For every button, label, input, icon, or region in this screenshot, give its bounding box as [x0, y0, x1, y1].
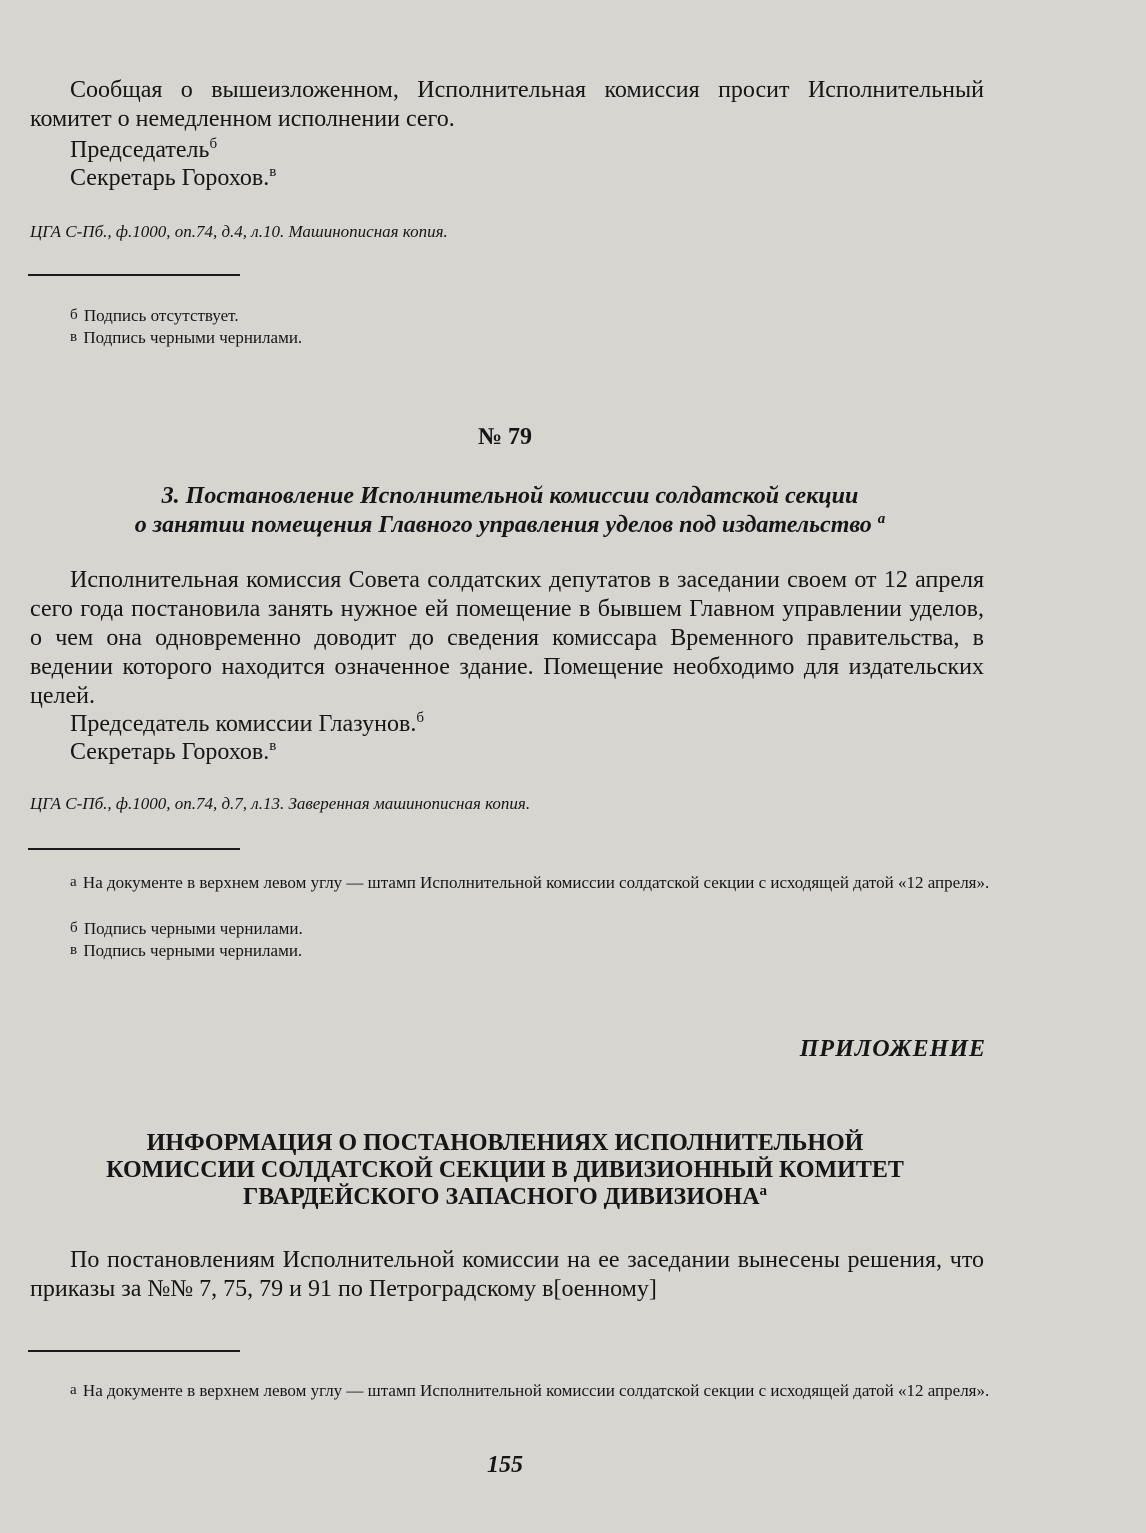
footnote: в Подпись черными чернилами. [70, 328, 303, 347]
appendix-label: ПРИЛОЖЕНИЕ [799, 1036, 986, 1062]
footnote-ref: б [416, 710, 424, 726]
footnote: б Подпись отсутствует. [70, 306, 239, 325]
archive-source: ЦГА С-Пб., ф.1000, оп.74, д.7, л.13. Заверенная машинописная копия. [30, 794, 531, 813]
footnote-divider [28, 1350, 240, 1352]
secretary-signature: Секретарь Горохов.$^в$ [70, 164, 277, 191]
appendix-heading: ИНФОРМАЦИЯ О ПОСТАНОВЛЕНИЯХ ИСПОЛНИТЕЛЬНОЙ КОМИССИИ СОЛДАТСКОЙ СЕКЦИИ В ДИВИЗИОННЫЙ КОМИТЕТ ГВАРДЕЙСКОГО ЗАПАСНОГО $ДИВИЗИОНА^а$ [106, 1130, 904, 1210]
archive-source: ЦГА С-Пб., ф.1000, оп.74, д.4, л.10. Машинописная копия. [30, 222, 448, 241]
closing-paragraph: Сообщая о вышеизложенном, Исполнительная комиссия просит Исполнительный комитет о немедленном исполнении сего. [30, 77, 984, 132]
footnote-ref: а [877, 511, 886, 527]
footnote-divider [28, 274, 240, 276]
footnote: а На документе в верхнем левом углу — штамп Исполнительной комиссии солдатской секции с исходящей датой «12 апреля». [70, 873, 990, 892]
footnote: б Подпись черными чернилами. [70, 919, 303, 938]
document-title: 3. Постановление Исполнительной комиссии солдатской секции о занятии помещения Главного управления уделов под издательство $^а$ [134, 483, 886, 538]
page-number: 155 [487, 1452, 523, 1478]
chairman-signature: Председатель$^б$ [70, 136, 218, 163]
footnote: в Подпись черными чернилами. [70, 941, 303, 960]
document-number: № 79 [477, 424, 533, 450]
footnote-divider [28, 848, 240, 850]
footnote-ref: б [209, 136, 218, 152]
footnote-ref: в [269, 164, 277, 180]
document-paragraph: Исполнительная комиссия Совета солдатских депутатов в заседании своем от 12 апреля сего года постановила занять нужное ей помещение в бывшем Главном управлении уделов, о чем она одновременно доводит до сведения комиссара Временного правительства, в ведении которого находится означенное здание. Помещение необходимо для издательских целей. [30, 567, 984, 709]
chairman-signature: Председатель комиссии Глазунов.$^б$ [70, 710, 424, 737]
appendix-paragraph: По постановлениям Исполнительной комиссии на ее заседании вынесены решения, что приказы за №№ 7, 75, 79 и 91 по Петроградскому в[оенному] [30, 1247, 984, 1302]
footnote-ref: в [269, 738, 277, 754]
secretary-signature: Секретарь Горохов.$^в$ [70, 738, 277, 765]
footnote-ref: а [759, 1183, 768, 1199]
footnote: а На документе в верхнем левом углу — штамп Исполнительной комиссии солдатской секции с исходящей датой «12 апреля». [70, 1381, 990, 1400]
